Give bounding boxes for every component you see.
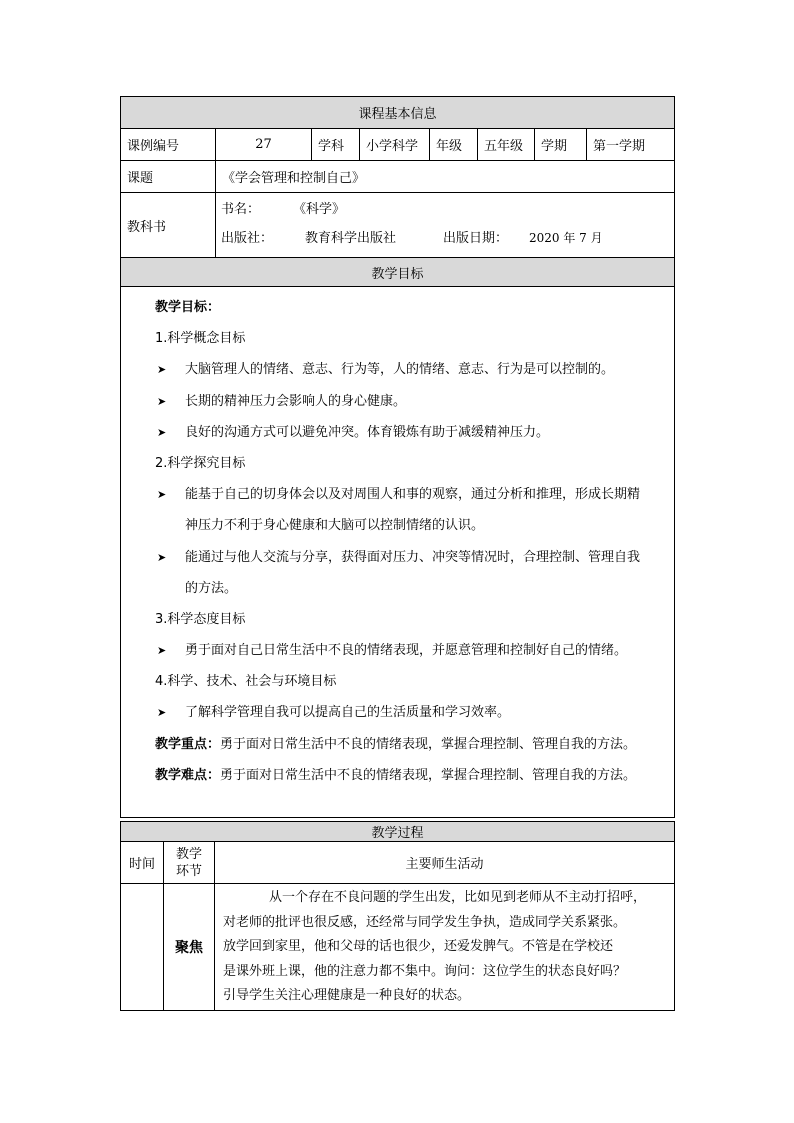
topic-label: 课题 xyxy=(121,161,216,193)
row-activity xyxy=(215,884,675,1011)
objective-item: ➤ 长期的精神压力会影响人的身心健康。 xyxy=(155,386,668,417)
publisher-value: 教育科学出版社 xyxy=(305,231,397,246)
objectives-content xyxy=(121,287,675,818)
difficult-point-text: 勇于面对日常生活中不良的情绪表现，掌握合理控制、管理自我的方法。 xyxy=(220,767,637,783)
col-activity-header: 主要师生活动 xyxy=(215,842,675,884)
code-label: 课例编号 xyxy=(121,129,216,161)
term-label: 学期 xyxy=(535,129,587,161)
col-stage-header: 教学 环节 xyxy=(164,842,215,884)
difficult-point-label: 教学难点： xyxy=(155,767,221,783)
activity-line: 引导学生关注心理健康是一种良好的状态。 xyxy=(223,988,471,1004)
pubdate-label: 出版日期： xyxy=(443,231,509,246)
objective-item: ➤ 大脑管理人的情绪、意志、行为等，人的情绪、意志、行为是可以控制的。 xyxy=(155,354,668,385)
arrow-bullet-icon: ➤ xyxy=(157,550,167,564)
section-1-heading: 1.科学概念目标 xyxy=(155,331,246,347)
objective-item-continuation: 神压力不利于身心健康和大脑可以控制情绪的认识。 xyxy=(185,518,485,534)
arrow-bullet-icon: ➤ xyxy=(157,488,167,502)
book-name-value: 《科学》 xyxy=(293,202,346,217)
subject-label: 学科 xyxy=(312,129,360,161)
objective-item: ➤ 了解科学管理自我可以提高自己的生活质量和学习效率。 xyxy=(155,697,668,728)
objective-item: ➤ 能通过与他人交流与分享，获得面对压力、冲突等情况时，合理控制、管理自我 xyxy=(155,542,668,573)
col-time-header: 时间 xyxy=(121,842,164,884)
book-name-label: 书名： xyxy=(221,202,261,217)
basic-info-table xyxy=(120,96,675,818)
subject-value: 小学科学 xyxy=(360,129,430,161)
objective-item-continuation: 的方法。 xyxy=(185,580,238,596)
activity-line: 是课外班上课，他的注意力都不集中。询问：这位学生的状态良好吗？ xyxy=(223,963,627,979)
activity-line: 放学回到家里，他和父母的话也很少，还爱发脾气。不管是在学校还 xyxy=(223,939,614,955)
activity-line: 从一个存在不良问题的学生出发，比如见到老师从不主动打招呼， xyxy=(269,890,647,905)
key-point-label: 教学重点： xyxy=(155,736,221,752)
section-3-heading: 3.科学态度目标 xyxy=(155,611,246,627)
objectives-header: 教学目标 xyxy=(121,258,675,287)
pubdate-value: 2020 年 7 月 xyxy=(529,231,603,245)
row-stage-focus: 聚焦 xyxy=(164,884,215,1011)
arrow-bullet-icon: ➤ xyxy=(157,425,167,439)
key-point-text: 勇于面对日常生活中不良的情绪表现，掌握合理控制、管理自我的方法。 xyxy=(220,736,637,752)
term-value: 第一学期 xyxy=(587,129,675,161)
objective-item: ➤ 能基于自己的切身体会以及对周围人和事的观察，通过分析和推理，形成长期精 xyxy=(155,479,668,510)
key-point xyxy=(155,729,668,760)
lesson-plan-page xyxy=(120,96,674,1011)
process-header: 教学过程 xyxy=(121,822,675,842)
publisher-line xyxy=(221,224,674,253)
basic-info-header: 课程基本信息 xyxy=(121,97,675,129)
section-2-heading: 2.科学探究目标 xyxy=(155,455,246,471)
book-name-line xyxy=(221,195,674,224)
process-table xyxy=(120,821,675,1011)
objective-item: ➤ 勇于面对自己日常生活中不良的情绪表现，并愿意管理和控制好自己的情绪。 xyxy=(155,635,668,666)
difficult-point xyxy=(155,760,668,791)
section-4-heading: 4.科学、技术、社会与环境目标 xyxy=(155,674,337,690)
activity-line: 对老师的批评也很反感，还经常与同学发生争执，造成同学关系紧张。 xyxy=(223,914,627,930)
arrow-bullet-icon: ➤ xyxy=(157,644,167,658)
textbook-label: 教科书 xyxy=(121,193,216,258)
row-time-cell xyxy=(121,884,164,1011)
grade-label: 年级 xyxy=(430,129,478,161)
publisher-label: 出版社： xyxy=(221,231,274,246)
code-value: 27 xyxy=(216,129,312,161)
arrow-bullet-icon: ➤ xyxy=(157,706,167,720)
grade-value: 五年级 xyxy=(478,129,535,161)
objectives-title: 教学目标： xyxy=(155,300,221,315)
topic-value: 《学会管理和控制自己》 xyxy=(216,161,675,193)
arrow-bullet-icon: ➤ xyxy=(157,363,167,377)
objective-item: ➤ 良好的沟通方式可以避免冲突。体育锻炼有助于减缓精神压力。 xyxy=(155,417,668,448)
textbook-info xyxy=(216,193,675,258)
arrow-bullet-icon: ➤ xyxy=(157,394,167,408)
